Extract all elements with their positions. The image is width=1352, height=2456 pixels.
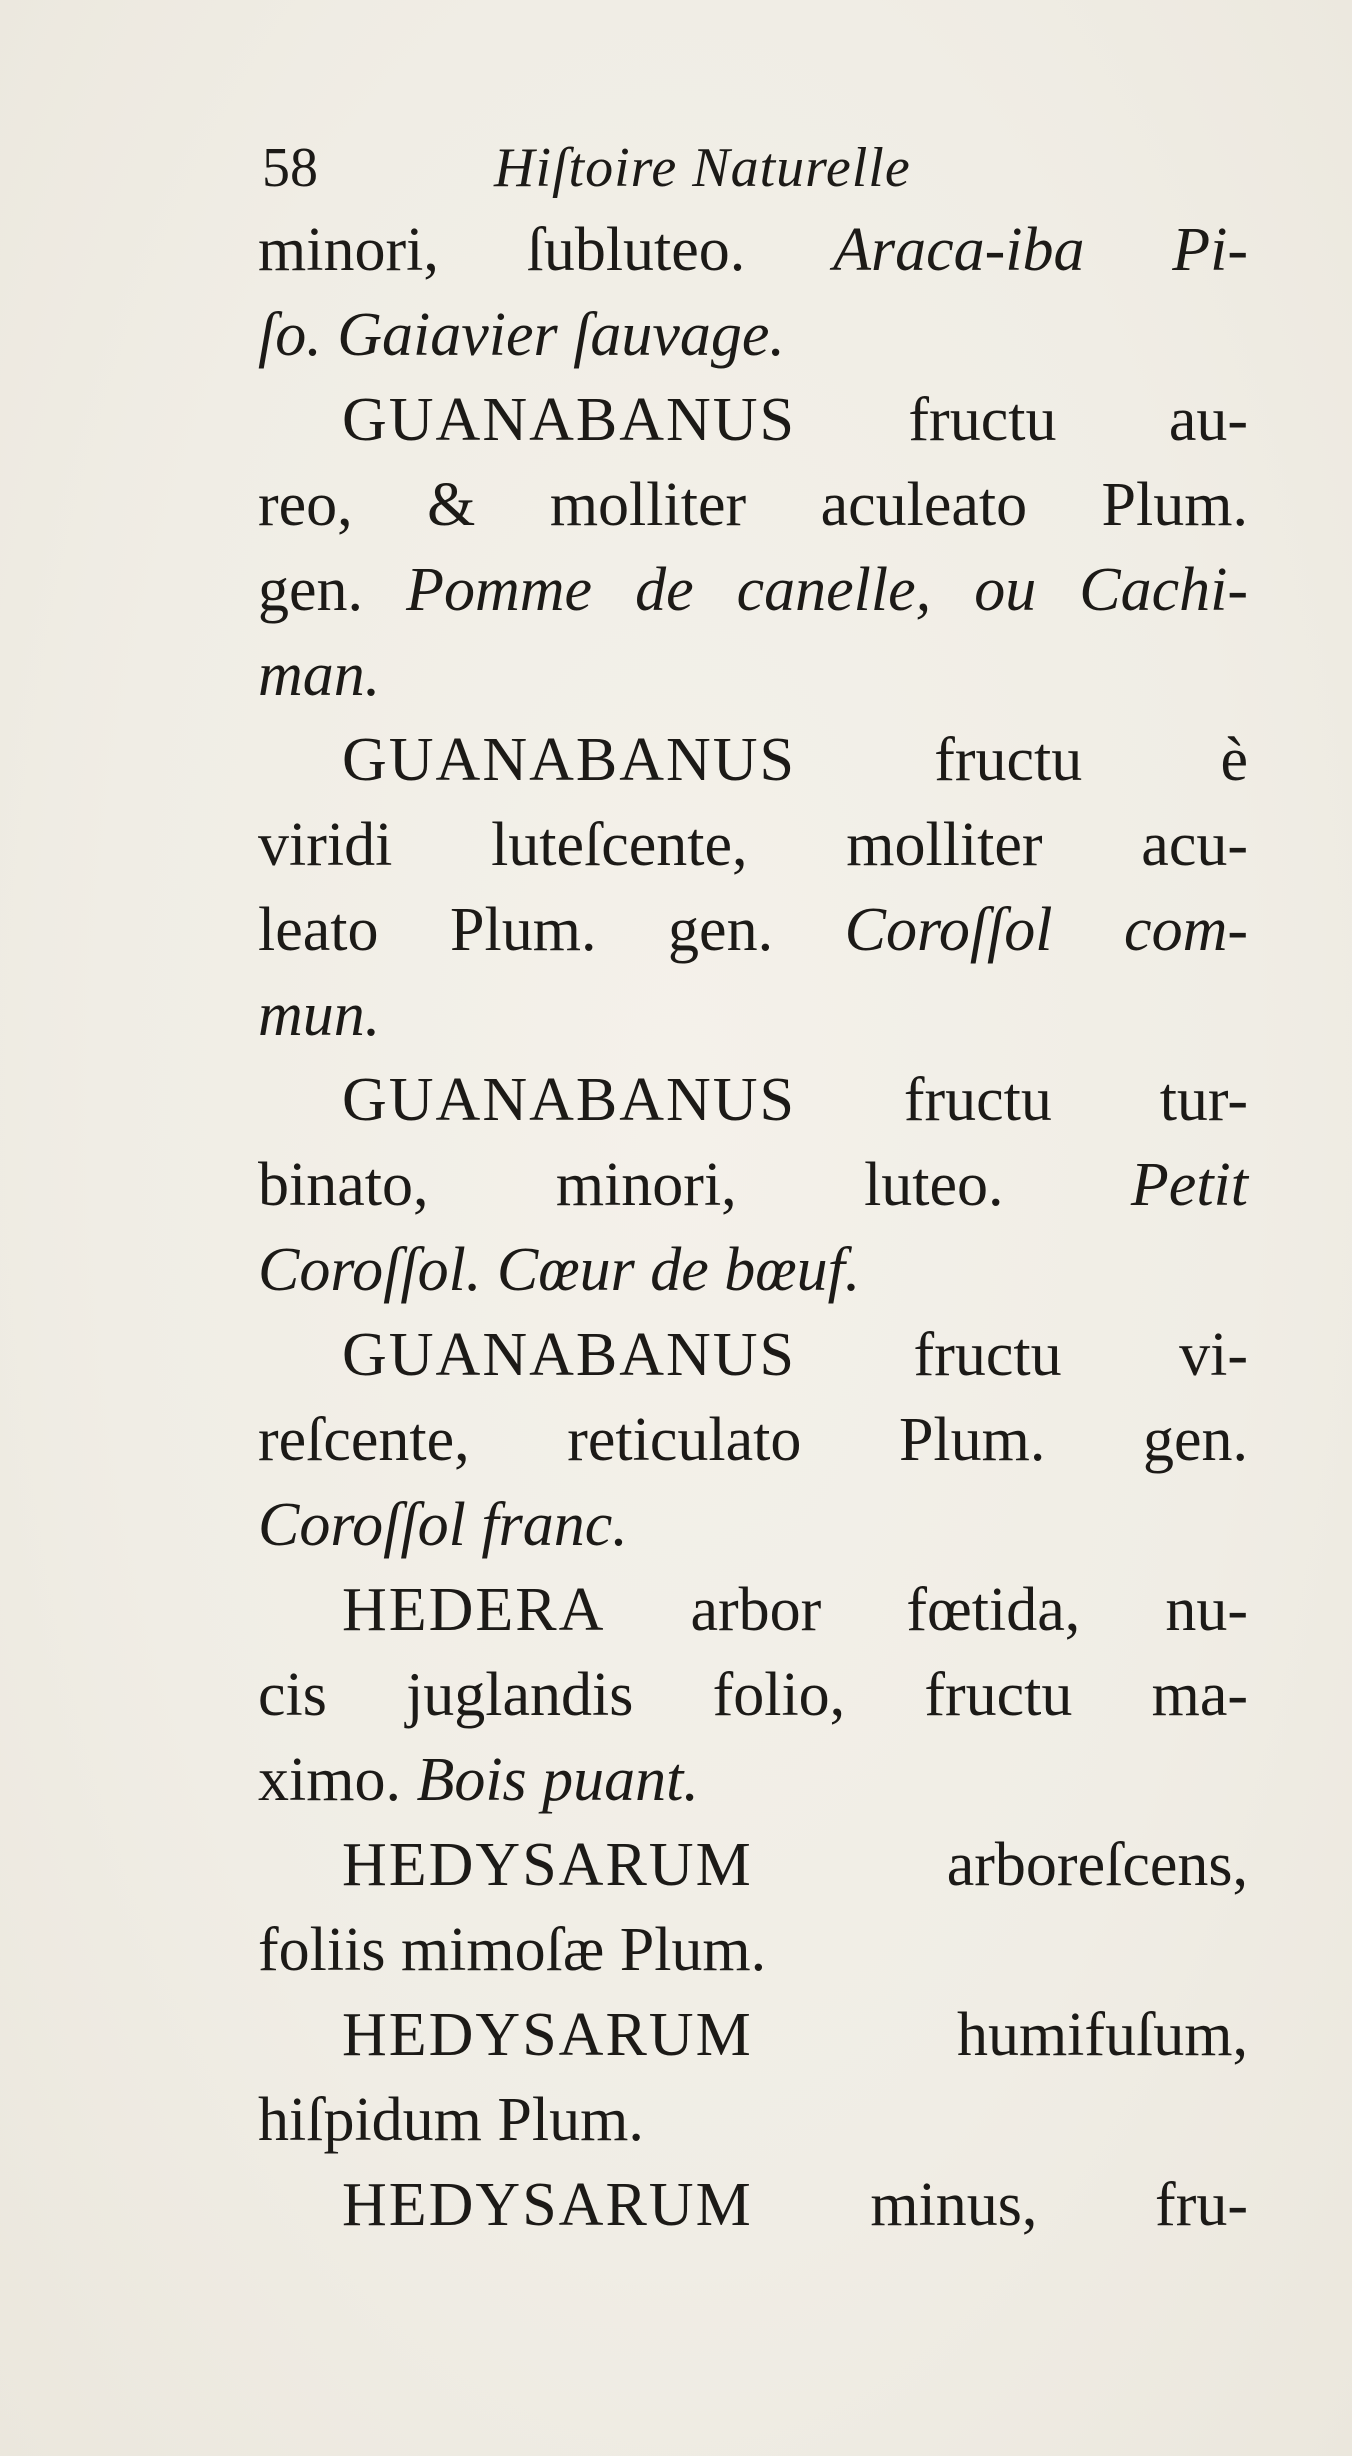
italic-text: mun. <box>258 981 381 1049</box>
text-segment: viridi luteſcente, molliter acu- <box>258 811 1248 879</box>
text-segment: ximo. <box>258 1746 417 1814</box>
text-line <box>258 463 1248 548</box>
running-title: Hiſtoire Naturelle <box>494 137 911 199</box>
text-line <box>258 973 1248 1058</box>
text-line <box>258 1568 1248 1653</box>
headword: HEDYSARUM <box>342 2171 753 2239</box>
running-head <box>262 128 1102 208</box>
headword: HEDERA <box>342 1576 606 1644</box>
text-segment: minori, ſubluteo. <box>258 216 834 284</box>
headword: GUANABANUS <box>342 1321 797 1389</box>
headword: GUANABANUS <box>342 1066 797 1134</box>
text-line <box>258 1313 1248 1398</box>
italic-text: Coroſſol. Cœur de bœuf. <box>258 1236 861 1304</box>
headword: GUANABANUS <box>342 726 797 794</box>
text-segment: cis juglandis folio, fructu ma- <box>258 1661 1248 1729</box>
text-line <box>258 1738 1248 1823</box>
body-text <box>258 208 1248 2248</box>
text-segment: binato, minori, luteo. <box>258 1151 1131 1219</box>
text-line <box>258 2163 1248 2248</box>
text-line <box>258 1058 1248 1143</box>
text-line <box>258 1823 1248 1908</box>
italic-text: Araca-iba Pi- <box>833 216 1248 284</box>
text-segment: arboreſcens, <box>752 1831 1248 1899</box>
text-segment: arbor fœtida, nu- <box>605 1576 1248 1644</box>
text-segment: humifuſum, <box>752 2001 1248 2069</box>
headword: HEDYSARUM <box>342 1831 753 1899</box>
italic-text: Coroſſol franc. <box>258 1491 628 1559</box>
text-line <box>258 1653 1248 1738</box>
text-segment: fructu vi- <box>796 1321 1248 1389</box>
text-line <box>258 888 1248 973</box>
text-line <box>258 208 1248 293</box>
italic-text: ſo. Gaiavier ſauvage. <box>258 301 785 369</box>
text-segment: fructu è <box>796 726 1248 794</box>
text-segment: gen. <box>258 556 407 624</box>
text-line <box>258 1993 1248 2078</box>
italic-text: Coroſſol com- <box>844 896 1248 964</box>
text-line <box>258 378 1248 463</box>
text-line <box>258 1398 1248 1483</box>
text-segment: fructu au- <box>796 386 1248 454</box>
italic-text: Bois puant. <box>416 1746 699 1814</box>
text-line <box>258 548 1248 633</box>
text-line <box>258 718 1248 803</box>
text-segment: minus, fru- <box>752 2171 1248 2239</box>
text-line <box>258 1908 1248 1993</box>
text-line <box>258 1143 1248 1228</box>
headword: GUANABANUS <box>342 386 797 454</box>
text-line <box>258 293 1248 378</box>
text-line <box>258 1228 1248 1313</box>
text-segment: reſcente, reticulato Plum. gen. <box>258 1406 1248 1474</box>
text-line <box>258 1483 1248 1568</box>
text-line <box>258 803 1248 888</box>
text-segment: foliis mimoſæ Plum. <box>258 1916 767 1984</box>
text-segment: reo, & molliter aculeato Plum. <box>258 471 1248 539</box>
text-line <box>258 633 1248 718</box>
italic-text: man. <box>258 641 381 709</box>
italic-text: Petit <box>1130 1151 1248 1219</box>
text-segment: fructu tur- <box>796 1066 1248 1134</box>
text-segment: hiſpidum Plum. <box>258 2086 644 2154</box>
headword: HEDYSARUM <box>342 2001 753 2069</box>
page-number: 58 <box>262 137 318 199</box>
text-line <box>258 2078 1248 2163</box>
text-segment: leato Plum. gen. <box>258 896 845 964</box>
italic-text: Pomme de canelle, ou Cachi- <box>406 556 1248 624</box>
